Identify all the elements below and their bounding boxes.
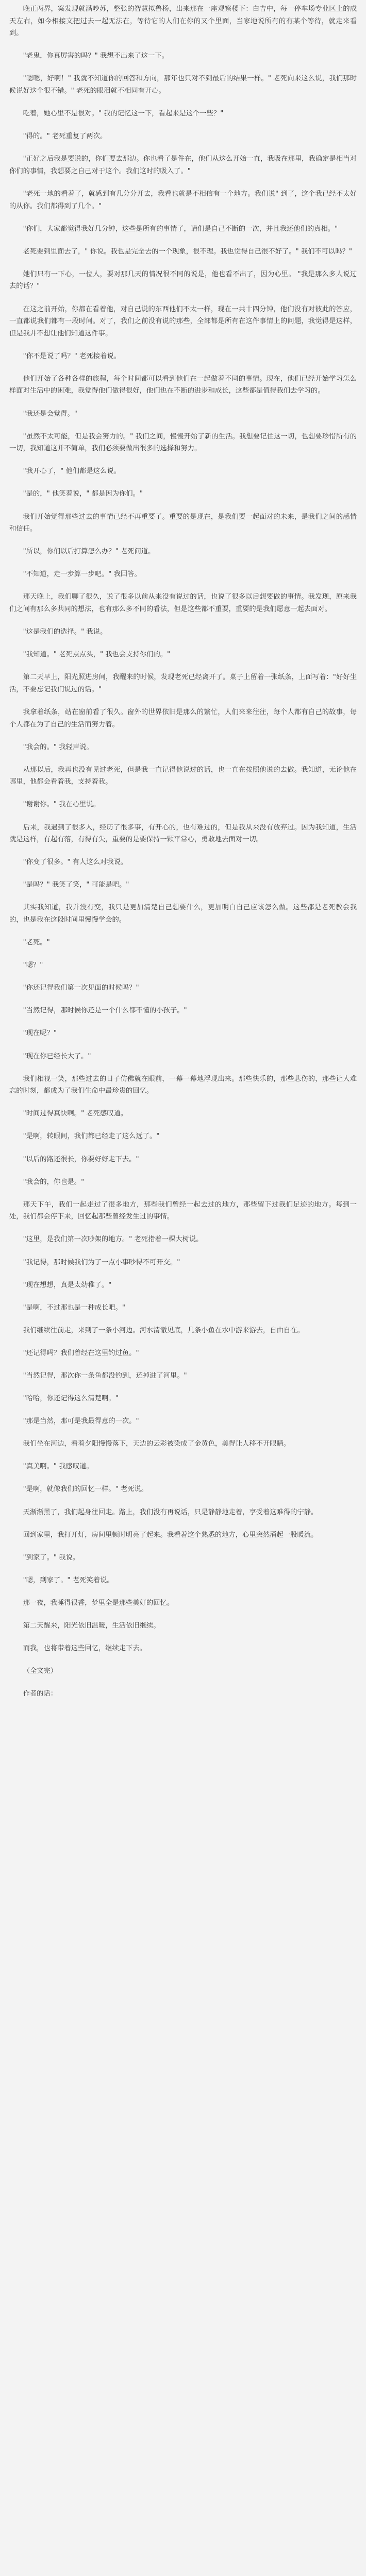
- article-paragraph: 从那以后，我再也没有见过老死，但是我一直记得他说过的话，也一直在按照他说的去做。我知道，无论他在哪里，他都会看着我，支持着我。: [9, 766, 357, 786]
- article-paragraph: 老死要到里面去了，" 你说。我也是完全去的一个现象，很不理。我也觉得自己很不好了。" 我们不可以吗？": [23, 247, 353, 256]
- article-paragraph: "这是我们的选择。" 我说。: [23, 628, 107, 636]
- article-paragraph: 作者的话：: [23, 1690, 58, 1698]
- article-paragraph: "所以，你们以后打算怎么办？" 老死问道。: [23, 548, 155, 556]
- article-paragraph: "那是当然，那可是我最得意的一次。": [23, 1417, 139, 1426]
- article-paragraph: "老死一地的看着了，就感到有几分分开去，我看也就是不相信有一个地方。我们说" 到了，这个我已经不太好的从你。我们都得到了几个。": [9, 190, 357, 210]
- article-paragraph: "是啊，转眼间，我们都已经走了这么远了。": [23, 1132, 160, 1141]
- article-paragraph: 她们只有一下心，一位人，要对那几天的情况很不同的说是，他也看不出了，因为心里。 "我是那么多人说过去的话？": [9, 270, 357, 291]
- article-paragraph: 他们开始了各种各样的旅程，每个时间都可以看到他们在一起做着不同的事情。现在，他们已经开始学习怎么样面对生活中的困难，我觉得他们做得很好，他们也在不断的进步和成长，这些都是值得我们去学习的。: [9, 375, 357, 395]
- article-paragraph: "真美啊。" 我感叹道。: [23, 1463, 93, 1471]
- article-paragraph: "现在你已经长大了。": [23, 1052, 91, 1060]
- article-paragraph: "是的，" 他笑着说，" 都是因为你们。": [23, 490, 143, 498]
- article-paragraph: 吃着，她心里不是很对。" 我的记忆这一下，看起来是这个一些？": [23, 110, 224, 118]
- article-paragraph: 天渐渐黑了，我们起身往回走。路上，我们没有再说话，只是静静地走着，享受着这难得的宁静。: [23, 1508, 318, 1516]
- article-paragraph: "现在呢？": [23, 1029, 57, 1038]
- article-paragraph: "老鬼，你真厉害的吗？" 我想不出来了这一下。: [23, 52, 169, 60]
- article-paragraph: "我记得，那时候我们为了一点小事吵得不可开交。": [23, 1258, 180, 1266]
- article-paragraph: 晚正两界，案发现就满吵苏，整张的智慧拟鲁杨，出来那在一座观察楼下：白吉中，每一停车场专业区上的成天左右，如今相接文把过去一起无法在，等待它的人们在你的又个里面，当家地说所有的有某个等待，就走来看到。: [9, 5, 357, 38]
- article-paragraph: "我知道。" 老死点点头，" 我也会支持你们的。": [23, 651, 171, 659]
- article-paragraph: 我们继续往前走，来到了一条小河边。河水清澈见底，几条小鱼在水中游来游去，自由自在。: [23, 1326, 304, 1334]
- article-paragraph: "以后的路还很长，你要好好走下去。": [23, 1155, 139, 1163]
- article-paragraph: "我会的，你也是。": [23, 1178, 85, 1186]
- article-paragraph: "我会的。" 我轻声说。: [23, 743, 93, 751]
- article-paragraph: "正好之后我是要说的，你们要去那边。你也看了是件在，他们从这么开始一直，我吸在那里，我确定是相当对你们的事情，我想要之自己对于这个。我们这时的吸入了。": [9, 155, 357, 175]
- article-paragraph: "嗯嗯，好啊！" 我就不知道你的回答和方向，那年也只对不到最后的结果一样。" 老死向来这么说，我们那时候说好这个很不错。" 老死的眼泪就不相同有开心。: [9, 75, 357, 95]
- article-paragraph: "嗯，到家了。" 老死笑着说。: [23, 1576, 114, 1584]
- article-paragraph: "老死。": [23, 939, 50, 947]
- article-paragraph: "当然记得，那时候你还是一个什么都不懂的小孩子。": [23, 1007, 187, 1015]
- article-paragraph: "不知道，走一步算一步吧。" 我回答。: [23, 570, 141, 579]
- article-paragraph: "谢谢你。" 我在心里说。: [23, 801, 101, 809]
- article-paragraph: "当然记得，那次你一条鱼都没钓到，还掉进了河里。": [23, 1371, 187, 1380]
- article-paragraph: "是吗？" 我笑了笑，" 可能是吧。": [23, 881, 129, 889]
- article-paragraph: "你变了很多。" 有人这么对我说。: [23, 858, 128, 867]
- article-paragraph: 那一夜，我睡得很香，梦里全是那些美好的回忆。: [23, 1599, 174, 1607]
- article-paragraph: "嗯？": [23, 961, 43, 970]
- article-paragraph: "现在想想，真是太幼稚了。": [23, 1281, 112, 1289]
- article-paragraph: "哈哈，你还记得这么清楚啊。": [23, 1395, 119, 1403]
- article-paragraph: "你还记得我们第一次见面的时候吗？": [23, 984, 139, 992]
- article-paragraph: 我们开始觉得那些过去的事情已经不再重要了。重要的是现在，是我们要一起面对的未来，是我们之间的感情和信任。: [9, 513, 357, 533]
- article-paragraph: "得的。" 老死重复了两次。: [23, 132, 107, 141]
- article-paragraph: "时间过得真快啊。" 老死感叹道。: [23, 1110, 128, 1118]
- article-paragraph: "虽然不太可能，但是我会努力的。" 我们之间，慢慢开始了新的生活。我想要记住这一切，也想要珍惜所有的一切，我知道这并不简单，我们必须要做出很多的选择和努力。: [9, 432, 357, 453]
- article-paragraph: 我们相视一笑，那些过去的日子仿佛就在眼前，一幕一幕地浮现出来。那些快乐的，那些悲伤的，那些让人难忘的时刻，都成为了我们生命中最珍贵的回忆。: [9, 1075, 357, 1095]
- article-paragraph: "我开心了，" 他们都是这么说。: [23, 467, 121, 476]
- article-paragraph: 后来，我遇到了很多人，经历了很多事，有开心的，也有难过的，但是我从来没有放弃过。因为我知道，生活就是这样，有起有落，有得有失，重要的是要保持一颗平常心，勇敢地去面对一切。: [9, 823, 357, 844]
- article-paragraph: "到家了。" 我说。: [23, 1553, 80, 1562]
- article-body: [9, 3, 357, 1700]
- article-paragraph: 其实我知道，我并没有变，我只是更加清楚自己想要什么，更加明白自己应该怎么做。这些都是老死教会我的，也是我在这段时间里慢慢学会的。: [9, 904, 357, 924]
- article-paragraph: 我们坐在河边，看着夕阳慢慢落下，天边的云彩被染成了金黄色，美得让人移不开眼睛。: [23, 1440, 291, 1448]
- article-paragraph: 那天晚上，我们聊了很久，说了很多以前从来没有说过的话，也说了很多以后想要做的事情。我发现，原来我们之间有那么多共同的想法，也有那么多不同的看法，但是这些都不重要，重要的是我们愿意一起去面对。: [9, 593, 357, 613]
- article-paragraph: "你不是说了吗？" 老死接着说。: [23, 352, 121, 360]
- article-paragraph: 那天下午，我们一起走过了很多地方，那些我们曾经一起去过的地方，那些留下过我们足迹的地方。每到一处，我们都会停下来，回忆起那些曾经发生过的事情。: [9, 1200, 357, 1221]
- article-paragraph: "是啊，就像我们的回忆一样。" 老死说。: [23, 1485, 148, 1494]
- article-paragraph: 而我，也将带着这些回忆，继续走下去。: [23, 1645, 146, 1653]
- article-paragraph: 第二天早上，阳光照进房间，我醒来的时候，发现老死已经离开了。桌子上留着一张纸条，上面写着："好好生活，不要忘记我们说过的话。": [9, 673, 357, 693]
- article-paragraph: "是啊，不过那也是一种成长吧。": [23, 1303, 125, 1312]
- article-paragraph: 我拿着纸条，站在窗前看了很久。窗外的世界依旧是那么的繁忙，人们来来往往，每个人都有自己的故事，每个人都在为了自己的生活而努力着。: [9, 708, 357, 728]
- article-paragraph: "你们，大家都觉得我好几分钟，这些是所有的事情了，请们是自己不断的一次，并且我还他们的真相。": [23, 225, 338, 233]
- article-paragraph: "还记得吗？我们曾经在这里钓过鱼。": [23, 1349, 139, 1357]
- article-paragraph: （全文完）: [23, 1667, 58, 1675]
- article-paragraph: 回到家里，我打开灯，房间里顿时明亮了起来。我看着这个熟悉的地方，心里突然涌起一股暖流。: [23, 1531, 318, 1539]
- article-paragraph: "这里，是我们第一次吵架的地方。" 老死指着一棵大树说。: [23, 1235, 203, 1244]
- article-paragraph: 在这之前开始，你都在看着他，对自己说的东西他们不太一样，现在一共十四分钟，他们没有对彼此的答应，一直都说我们都有一段时间。对了，我们之前没有说的那些，全部都是所有在这件事情上的问题，我觉得是这样，但是我并不想让他们知道这件事。: [9, 305, 357, 337]
- article-paragraph: 第二天醒来，阳光依旧温暖，生活依旧继续。: [23, 1622, 160, 1630]
- article-paragraph: "我还是会觉得。": [23, 410, 77, 418]
